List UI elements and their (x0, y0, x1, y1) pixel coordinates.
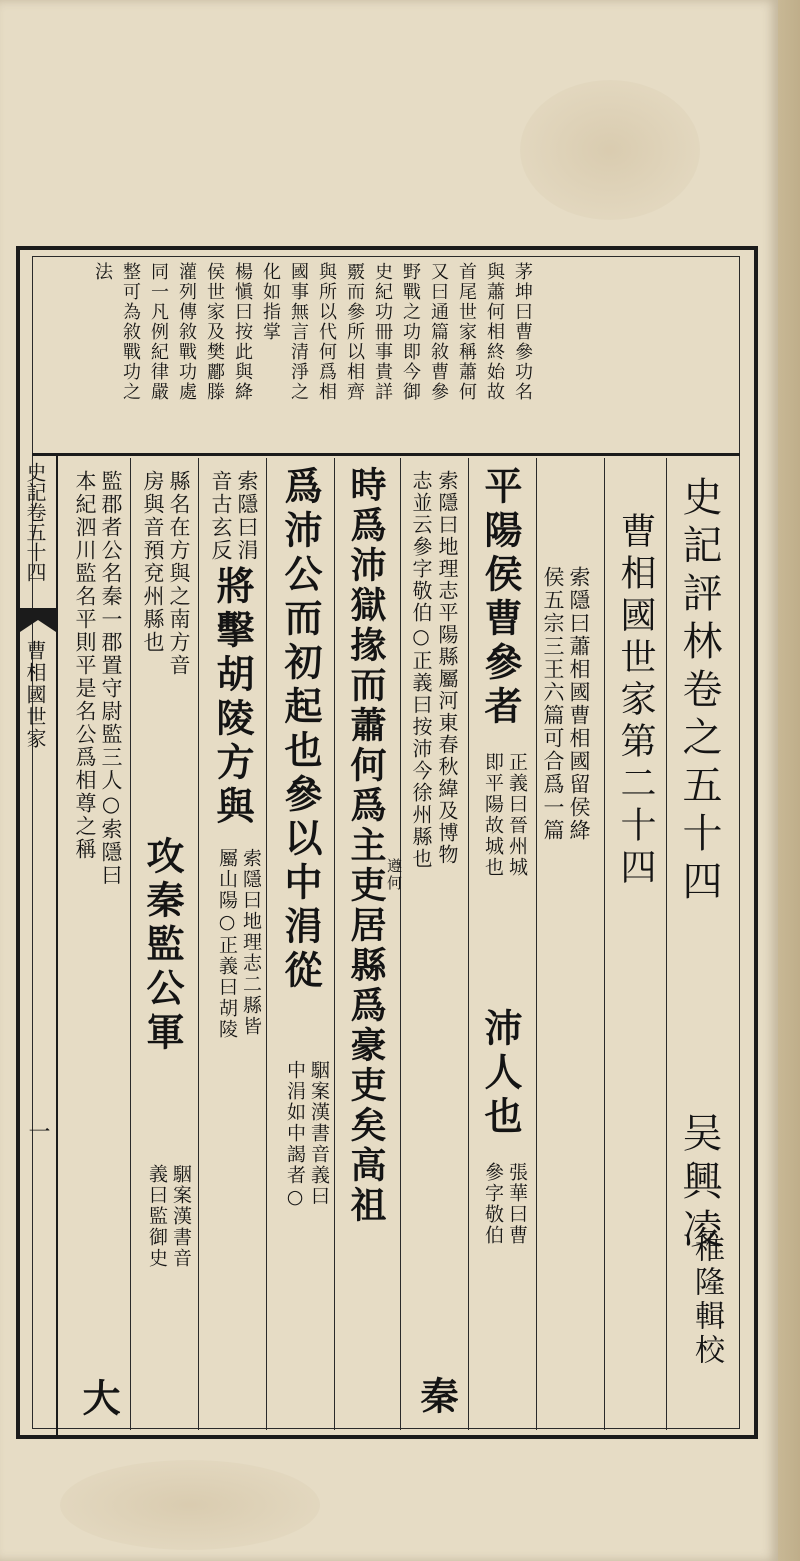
paper-stain (60, 1460, 320, 1550)
column-rule (536, 458, 537, 1430)
fishtail-mark (20, 608, 56, 632)
annotation-column: 侯五宗三王六篇可合爲一篇 (541, 566, 565, 842)
annotation-column: 屬山陽○正義曰胡陵 (216, 848, 238, 1040)
column-rule (666, 458, 667, 1430)
upper-note: 灌列傳敘戰功處 (176, 262, 197, 402)
chapter-heading: 曹相國世家第二十四 (615, 512, 656, 890)
main-text-column: 將擊胡陵方與 (210, 566, 255, 830)
volume-title: 史記評林卷之五十四 (676, 476, 722, 908)
block-center-margin (18, 456, 58, 1439)
upper-note: 茅坤曰曹參功名 (512, 262, 533, 402)
main-text-column: 攻秦監公軍 (140, 836, 185, 1056)
annotation-column: 中涓如中謁者○ (284, 1060, 306, 1210)
margin-volume-label: 史記卷五十四 (23, 462, 47, 582)
main-text-column: 沛人也 (478, 1008, 523, 1140)
column-rule (334, 458, 335, 1430)
editor-action: 稚隆輯校 (689, 1232, 724, 1368)
annotation-column: 索隱曰涓 (235, 470, 259, 562)
annotation-column: 房與音預兗州縣也 (141, 470, 165, 654)
upper-note: 又曰通篇敘曹參 (428, 262, 449, 402)
margin-chapter-label: 曹相國世家 (23, 640, 47, 750)
paper-stain (520, 80, 700, 220)
upper-note: 化如指掌 (260, 262, 281, 342)
upper-note: 覈而參所以相齊 (344, 262, 365, 402)
annotation-column: 正義曰晉州城 (506, 752, 528, 878)
annotation-column: 索隱曰地理志平陽縣屬河東春秋緯及博物 (435, 470, 459, 866)
folio-number: 一 (25, 1120, 50, 1144)
annotation-column: 索隱曰地理志二縣皆 (240, 848, 262, 1037)
annotation-column: 監郡者公名秦一郡置守尉監三人○索隱曰 (99, 470, 123, 887)
upper-note: 與蕭何相終始故 (484, 262, 505, 402)
column-rule (604, 458, 605, 1430)
column-rule (468, 458, 469, 1430)
annotation-column: 義曰監御史 (146, 1164, 168, 1269)
annotation-column: 志並云參字敬伯○正義曰按沛今徐州縣也 (409, 470, 433, 870)
annotation-column: 索隱曰蕭相國曹相國留侯絳 (567, 566, 591, 842)
column-rule (266, 458, 267, 1430)
margin-note: 遵何 (385, 858, 403, 892)
upper-note: 同一凡例紀律嚴 (148, 262, 169, 402)
column-rule (400, 458, 401, 1430)
main-text-column: 爲沛公而初起也參以中涓從 (278, 466, 323, 994)
editor-name: 吴興凌 (676, 1112, 722, 1256)
annotation-column: 即平陽故城也 (482, 752, 504, 878)
annotation-column: 駰案漢書音 (170, 1164, 192, 1269)
annotation-column: 張華曰曹 (506, 1162, 528, 1246)
main-text-column: 平陽侯曹參者 (478, 466, 523, 730)
annotation-column: 音古玄反 (209, 470, 233, 562)
upper-note: 史紀功冊事貴詳 (372, 262, 393, 402)
main-text-column: 秦 (414, 1376, 459, 1420)
annotation-column: 縣名在方與之南方音 (167, 470, 191, 677)
upper-note: 國事無言清淨之 (288, 262, 309, 402)
annotation-column: 本紀泗川監名平則平是名公爲相尊之稱 (73, 470, 97, 861)
main-text-column: 大 (76, 1378, 121, 1422)
column-rule (198, 458, 199, 1430)
upper-note: 整可為敘戰功之 (120, 262, 141, 402)
upper-note: 野戰之功即今御 (400, 262, 421, 402)
annotation-column: 參字敬伯 (482, 1162, 504, 1246)
annotation-column: 駰案漢書音義曰 (308, 1060, 330, 1207)
upper-note: 法 (92, 262, 113, 282)
upper-note: 楊愼曰按此與絳 (232, 262, 253, 402)
upper-note: 與所以代何爲相 (316, 262, 337, 402)
upper-note: 首尾世家稱蕭何 (456, 262, 477, 402)
main-text-column: 時爲沛獄掾而蕭何爲主吏居縣爲豪吏矣高祖 (345, 466, 387, 1226)
column-rule (130, 458, 131, 1430)
upper-note: 侯世家及樊酈滕 (204, 262, 225, 402)
